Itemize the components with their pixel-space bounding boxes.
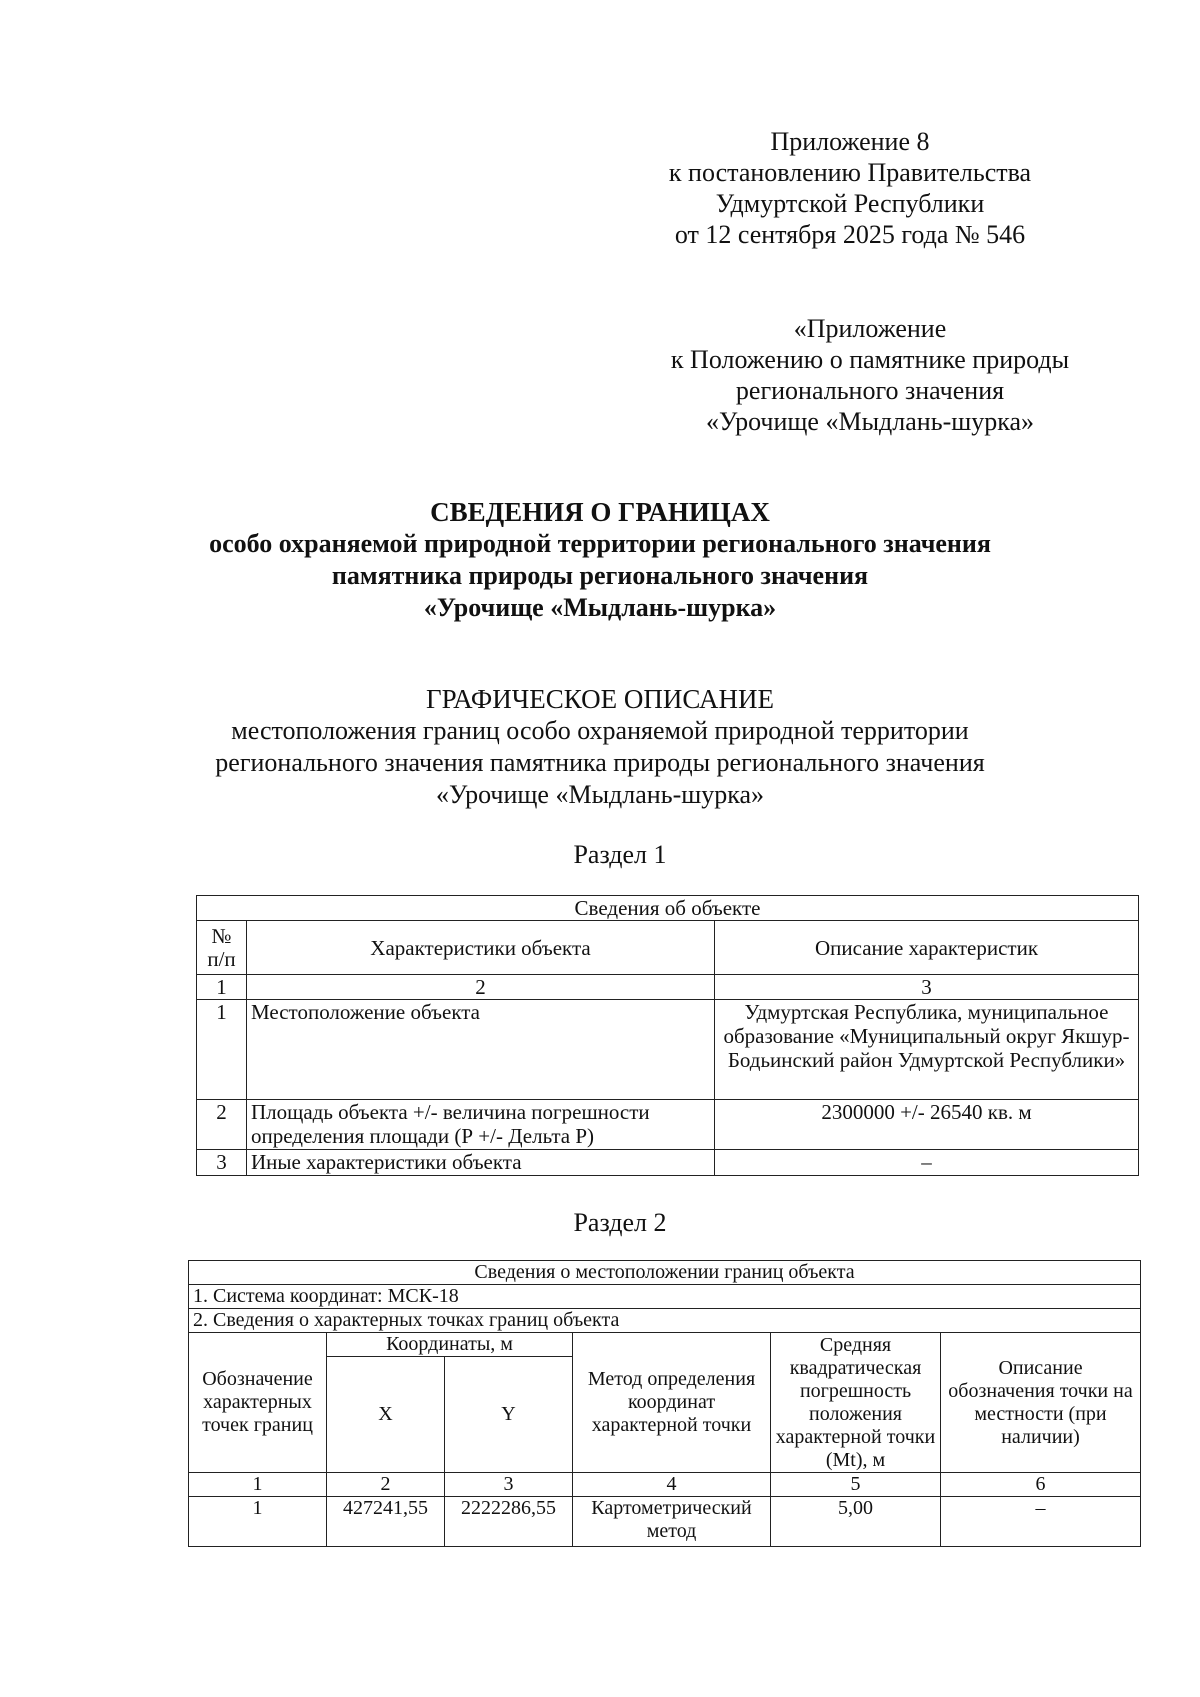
object-info-table: [196, 895, 1139, 1176]
document-title: [150, 496, 1050, 624]
graphic-description-line: регионального значения памятника природы регионального значения: [215, 748, 985, 777]
row-number: 1: [197, 1000, 247, 1100]
point-description-cell: –: [941, 1497, 1141, 1547]
header-method: Метод определения координат характерной точки: [573, 1333, 771, 1473]
table-row: [197, 1100, 1139, 1150]
column-number: 6: [941, 1473, 1141, 1497]
table-title: Сведения о местоположении границ объекта: [189, 1261, 1141, 1285]
appendix-line: Приложение 8: [770, 127, 930, 156]
appendix-quote-line: «Урочище «Мыдлань-шурка»: [705, 407, 1035, 436]
appendix-line: от 12 сентября 2025 года № 546: [674, 220, 1026, 249]
appendix-header: [630, 126, 1070, 250]
appendix-quote-header: [630, 313, 1110, 437]
section-1-heading: Раздел 1: [573, 840, 667, 869]
column-number: 2: [247, 975, 715, 1000]
column-number: 3: [715, 975, 1139, 1000]
coordinate-system: 1. Система координат: МСК-18: [189, 1285, 1141, 1309]
column-number: 3: [445, 1473, 573, 1497]
graphic-description-line: «Урочище «Мыдлань-шурка»: [435, 780, 765, 809]
table-row: [197, 1000, 1139, 1100]
header-coordinates: Координаты, м: [327, 1333, 573, 1357]
column-number: 2: [327, 1473, 445, 1497]
y-coordinate-cell: 2222286,55: [445, 1497, 573, 1547]
header-point: Обозначение характерных точек границ: [189, 1333, 327, 1473]
table-row: [189, 1333, 1141, 1357]
table-row: [189, 1497, 1141, 1547]
description-cell: Удмуртская Республика, муниципальное образование «Муниципальный округ Якшур-Бодьинский район Удмуртской Республики»: [715, 1000, 1139, 1100]
description-cell: 2300000 +/- 26540 кв. м: [715, 1100, 1139, 1150]
table-row: [197, 921, 1139, 975]
appendix-quote-line: к Положению о памятнике природы: [670, 345, 1070, 374]
graphic-description-line: местоположения границ особо охраняемой природной территории: [231, 716, 969, 745]
table-title: Сведения об объекте: [197, 896, 1139, 921]
appendix-quote-line: регионального значения: [735, 376, 1005, 405]
characteristic-cell: Площадь объекта +/- величина погрешности определения площади (Р +/- Дельта Р): [247, 1100, 715, 1150]
points-info: 2. Сведения о характерных точках границ объекта: [189, 1309, 1141, 1333]
x-coordinate-cell: 427241,55: [327, 1497, 445, 1547]
characteristic-cell: Иные характеристики объекта: [247, 1150, 715, 1176]
point-id-cell: 1: [189, 1497, 327, 1547]
description-cell: –: [715, 1150, 1139, 1176]
row-number: 2: [197, 1100, 247, 1150]
column-number: 1: [197, 975, 247, 1000]
header-characteristics: Характеристики объекта: [247, 921, 715, 975]
column-number: 5: [771, 1473, 941, 1497]
appendix-line: Удмуртской Республики: [715, 189, 985, 218]
table-row: [197, 975, 1139, 1000]
table-row: [189, 1285, 1141, 1309]
table-row: [189, 1473, 1141, 1497]
graphic-description-line: ГРАФИЧЕСКОЕ ОПИСАНИЕ: [425, 684, 775, 714]
appendix-quote-line: «Приложение: [793, 314, 947, 343]
title-line: памятника природы регионального значения: [331, 561, 869, 590]
header-num: № п/п: [197, 921, 247, 975]
table-row: [197, 1150, 1139, 1176]
table-row: [197, 896, 1139, 921]
title-line: «Урочище «Мыдлань-шурка»: [423, 593, 777, 622]
error-cell: 5,00: [771, 1497, 941, 1547]
appendix-line: к постановлению Правительства: [668, 158, 1032, 187]
graphic-description-heading: [150, 683, 1050, 811]
header-description: Описание характеристик: [715, 921, 1139, 975]
boundary-points-table: [188, 1260, 1141, 1547]
header-x: X: [327, 1357, 445, 1473]
method-cell: Картометрический метод: [573, 1497, 771, 1547]
header-point-description: Описание обозначения точки на местности (при наличии): [941, 1333, 1141, 1473]
section-2-heading: Раздел 2: [573, 1208, 667, 1237]
table-row: [189, 1261, 1141, 1285]
column-number: 4: [573, 1473, 771, 1497]
header-error: Средняя квадратическая погрешность положения характерной точки (Mt), м: [771, 1333, 941, 1473]
title-line: СВЕДЕНИЯ О ГРАНИЦАХ: [430, 497, 770, 527]
table-row: [189, 1309, 1141, 1333]
header-y: Y: [445, 1357, 573, 1473]
title-line: особо охраняемой природной территории регионального значения: [209, 529, 991, 558]
row-number: 3: [197, 1150, 247, 1176]
characteristic-cell: Местоположение объекта: [247, 1000, 715, 1100]
column-number: 1: [189, 1473, 327, 1497]
